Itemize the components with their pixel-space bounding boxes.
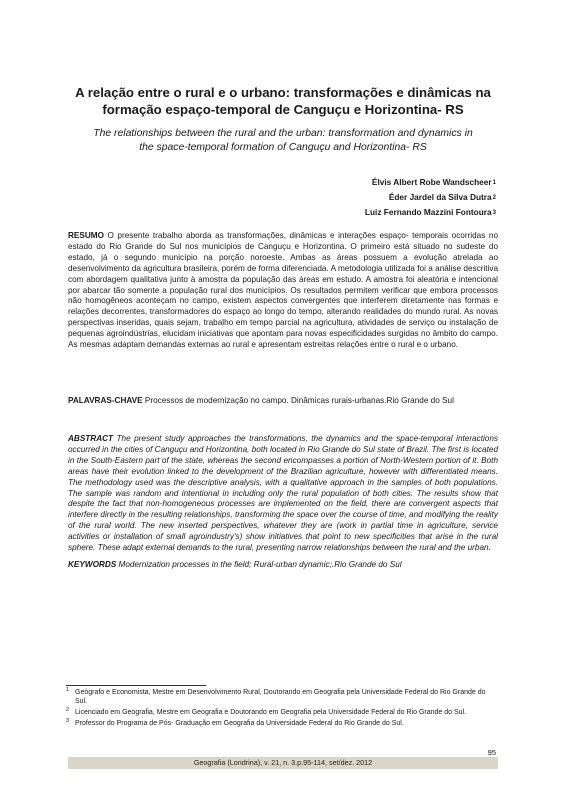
palavras-chave-text: Processos de modernização no campo. Dinâmicas rurais-urbanas.Rio Grande do Sul [142, 396, 454, 405]
footnotes [66, 688, 496, 730]
page-number: 95 [487, 748, 496, 757]
author-name: Luiz Fernando Mazzini Fontoura [364, 207, 492, 217]
article-title-en-line2: the space-temporal formation of Canguçu and Horizontina- RS [139, 142, 427, 153]
footnote-item [66, 688, 496, 706]
keywords-label: KEYWORDS [68, 560, 117, 569]
resumo-text: O presente trabalho aborda as transformações, dinâmicas e interações espaço- temporais ocorridas no estado do Rio Grande do Sul nos municípios de Canguçu e Horizontina. O primeiro está situado no sudeste do estado, já o segundo município na porção noroeste. Ambas as áreas possuem a evolução atrelada ao desenvolvimento da agricultura brasileira, porém de forma diferenciada. A metodologia utilizada foi a análise descritiva com abordagem qualitativa junto à amostra da população das áreas em estudo. A amostra foi aleatória e intencional por abarcar tão somente a população rural dos municípios. Os resultados permitem verificar que embora processos não homogêneos aconteçam no campo, existem aspectos convergentes que interferem diretamente nas formas e relações decorrentes, transformadores do espaço ao longo do tempo, alterando realidades do mundo rural. As novas perspectivas inseridas, quais sejam, trabalho em tempo parcial na agricultura, atividades de serviço ou instalação de pequenas agroindústrias, elucidam iniciativas que apontam para novas especificidades surgidas no âmbito do campo. As mesmas adaptam demandas externas ao rural e apresentam estreitas relações entre o rural e o urbano. [68, 231, 498, 350]
author-entry [365, 206, 496, 221]
author-list [365, 176, 496, 221]
author-entry [365, 191, 496, 206]
abstract-text: The present study approaches the transformations, the dynamics and the space-temporal interactions occurred in the cities of Canguçu and Horizontina, both located in Rio Grande do Sul state of Brazil. The first is located in the South-Eastern part of the state, whereas the second encompasses a portion of North-Western portion of it. Both areas have their evolution linked to the development of the Brazilian agriculture, however with differentiated means. The methodology used was the descriptive analysis, with a qualitative approach in the samples of both populations. The sample was random and intentional in including only the rural population of both cities. The results show that despite the fact that non-homogeneous processes are implemented on the field, there are convergent aspects that interfere directly in the resulting relationships, transforming the space over the course of time, and modifying the reality of the rural world. The new inserted perspectives, whatever they are (work in partial time in agriculture, service activities or installation of small agroindustry's) show initiatives that point to new specificities that arise in the rural sphere. These adapt external demands to the rural, presenting narrow relationships between the rural and the urban. [68, 434, 498, 553]
abstract-label: ABSTRACT [68, 434, 114, 443]
author-footnote-mark: 2 [492, 195, 496, 201]
footnote-number: 3 [66, 718, 70, 724]
footnote-divider [66, 685, 206, 686]
footnote-number: 2 [66, 707, 70, 713]
footnote-item [66, 708, 496, 717]
author-entry [365, 176, 496, 191]
resumo-paragraph [68, 231, 498, 351]
palavras-chave-paragraph [68, 394, 498, 408]
article-title-en-line1: The relationships between the rural and the urban: transformation and dynamics in [93, 128, 473, 139]
footnote-text: Licenciado em Geografia, Mestre em Geografia e Doutorando em Geografia pela Universidade Federal do Rio Grande do Sul. [75, 709, 467, 716]
author-footnote-mark: 1 [492, 180, 496, 186]
article-title-pt [58, 84, 508, 118]
journal-citation-footer: Geografia (Londrina), v. 21, n. 3.p.95-114, set/dez. 2012 [68, 757, 498, 769]
author-name: Élvis Albert Robe Wandscheer [371, 177, 492, 187]
keywords-paragraph [68, 560, 498, 571]
keywords-text: Modernization processes in the field; Rural-urban dynamic;.Rio Grande do Sul [116, 560, 402, 569]
author-name: Éder Jardel da Silva Dutra [388, 192, 492, 202]
article-title-pt-line1: A relação entre o rural e o urbano: transformações e dinâmicas na [75, 85, 491, 100]
footnote-text: Geógrafo e Economista, Mestre em Desenvolvimento Rural, Doutorando em Geografia pela Universidade Federal do Rio Grande do Sul. [75, 689, 486, 705]
article-title-pt-line2: formação espaço-temporal de Canguçu e Horizontina- RS [102, 102, 464, 117]
palavras-chave-label: PALAVRAS-CHAVE [68, 396, 143, 405]
footnote-item [66, 719, 496, 728]
author-footnote-mark: 3 [492, 210, 496, 216]
footnote-number: 1 [66, 687, 70, 693]
abstract-paragraph [68, 434, 498, 554]
article-title-en [52, 127, 514, 155]
footnote-text: Professor do Programa de Pós- Graduação em Geografia da Universidade Federal do Rio Grande do Sul. [75, 720, 404, 727]
resumo-label: RESUMO [68, 231, 104, 240]
